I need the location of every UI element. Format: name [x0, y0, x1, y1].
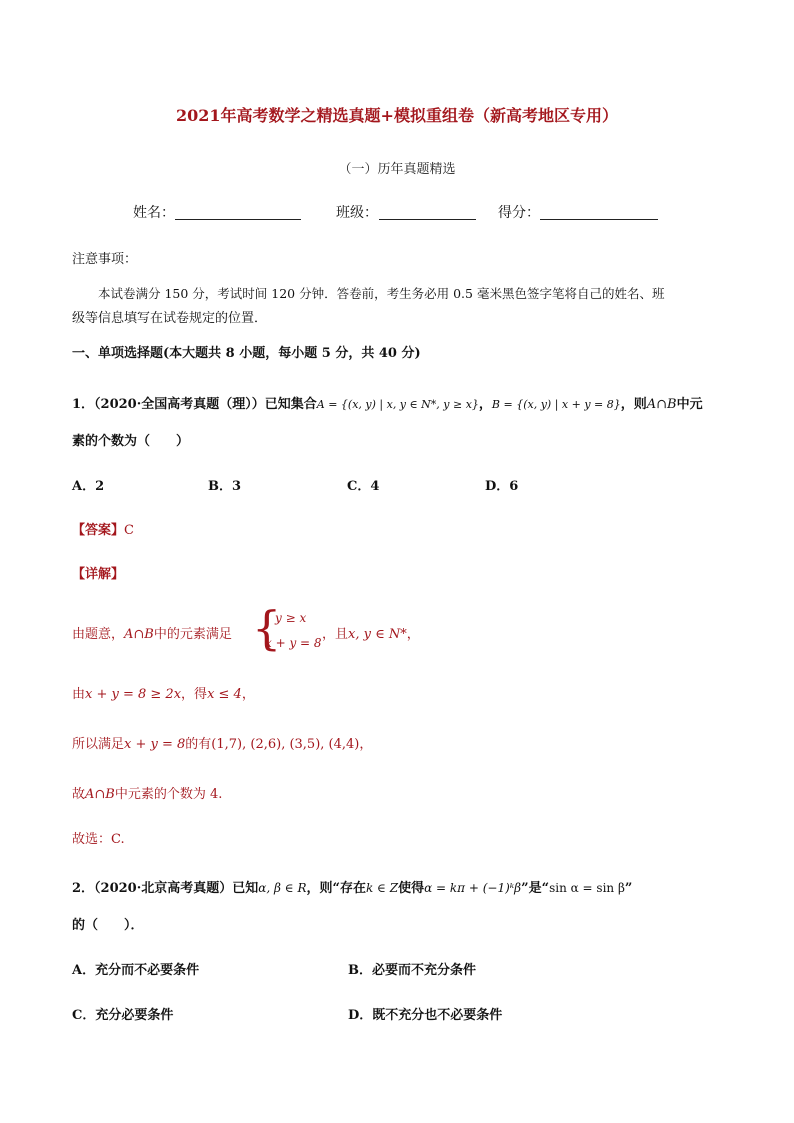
q1-option-d[interactable]: D．6: [485, 479, 519, 494]
class-field[interactable]: [379, 219, 476, 220]
detail-line-3: [72, 733, 372, 752]
q2-end: ”: [624, 881, 633, 896]
q2-option-d[interactable]: D．既不充分也不必要条件: [348, 1008, 503, 1023]
q1-set-b: B = {(x, y) | x + y = 8}: [491, 398, 621, 411]
q1-comma: ，: [478, 397, 492, 412]
d1-mid: 中的元素满足: [153, 627, 232, 642]
q1-prefix: 1．（2020·全国高考真题（理））已知集合: [72, 397, 317, 412]
question-1-line-1: [72, 393, 703, 412]
page-title: 2021年高考数学之精选真题+模拟重组卷（新高考地区专用）: [176, 106, 618, 125]
answer-line: [72, 519, 134, 538]
page-subtitle: （一）历年真题精选: [338, 162, 456, 177]
d4-suffix: 中元素的个数为 4.: [114, 787, 223, 802]
q2-mid3: ”是“: [521, 881, 550, 896]
notice-line-1: 本试卷满分 150 分，考试时间 120 分钟．答卷前，考生务必用 0.5 毫米黑色签字笔将自己的姓名、班: [98, 286, 665, 301]
d3-prefix: 所以满足: [72, 737, 125, 752]
q2-sin: sin α = sin β: [549, 881, 625, 895]
d4-ab: A∩B: [85, 787, 115, 802]
q1-then: ，则: [620, 397, 647, 412]
q1-intersection: A∩B: [646, 397, 677, 412]
detail-line-2: [72, 683, 255, 702]
d3-pairs: (1,7), (2,6), (3,5), (4,4): [211, 737, 360, 752]
d4-prefix: 故: [72, 787, 86, 802]
detail-line-1-tail: [322, 623, 420, 642]
d2-mid: ，得: [181, 687, 208, 702]
d1-end: ，: [406, 627, 420, 642]
d1-suffix: ，且: [322, 627, 349, 642]
question-2-line-1: [72, 877, 632, 896]
name-label: 姓名：: [133, 205, 175, 221]
d1-prefix: 由题意，: [72, 627, 125, 642]
q2-option-c[interactable]: C．充分必要条件: [72, 1008, 174, 1023]
class-label: 班级：: [336, 205, 378, 221]
q2-option-b[interactable]: B．必要而不充分条件: [348, 963, 476, 978]
d3-expr: x + y = 8: [124, 737, 186, 752]
q1-option-b[interactable]: B．3: [208, 479, 242, 494]
detail-line-5: 故选：C.: [72, 832, 125, 847]
detail-line-4: [72, 783, 222, 802]
q2-option-a[interactable]: A．充分而不必要条件: [72, 963, 200, 978]
detail-label: 【详解】: [72, 567, 125, 582]
system-row-1: y ≥ x: [275, 611, 307, 625]
d2-prefix: 由: [72, 687, 86, 702]
d2-expr: x + y = 8 ≥ 2x: [85, 687, 182, 702]
score-label: 得分：: [498, 205, 540, 221]
question-1-line-2: 素的个数为（ ）: [72, 434, 190, 449]
q2-prefix: 2．（2020·北京高考真题）已知: [72, 881, 259, 896]
q1-set-a: A = {(x, y) | x, y ∈ N*, y ≥ x}: [316, 398, 479, 411]
q2-mid2: 使得: [398, 881, 425, 896]
d2-res: x ≤ 4: [207, 687, 242, 702]
score-field[interactable]: [540, 219, 658, 220]
name-field[interactable]: [175, 219, 301, 220]
section-heading: 一、单项选择题(本大题共 8 小题，每小题 5 分，共 40 分): [72, 346, 421, 361]
answer-value: C: [124, 523, 134, 538]
answer-label: 【答案】: [72, 523, 125, 538]
d3-end: ，: [359, 737, 373, 752]
detail-line-1: [72, 623, 232, 642]
q1-option-c[interactable]: C．4: [347, 479, 380, 494]
notice-heading: 注意事项：: [72, 252, 138, 267]
notice-line-2: 级等信息填写在试卷规定的位置．: [72, 311, 268, 326]
q2-k: k ∈ Z: [365, 881, 399, 895]
system-row-2: x + y = 8: [265, 636, 322, 650]
d1-cond: x, y ∈ N*: [348, 627, 407, 642]
d2-end: ，: [241, 687, 255, 702]
d3-mid: 的有: [185, 737, 212, 752]
d1-ab: A∩B: [124, 627, 154, 642]
q2-expr: α = kπ + (−1)ᵏβ: [424, 881, 522, 895]
q2-mid1: ，则“存在: [306, 881, 366, 896]
q1-option-a[interactable]: A．2: [72, 479, 105, 494]
q2-vars: α, β ∈ R: [258, 881, 307, 895]
q1-suffix: 中元: [676, 397, 703, 412]
system-brace: {: [252, 601, 282, 655]
question-2-line-2: 的（ ）．: [72, 918, 144, 933]
